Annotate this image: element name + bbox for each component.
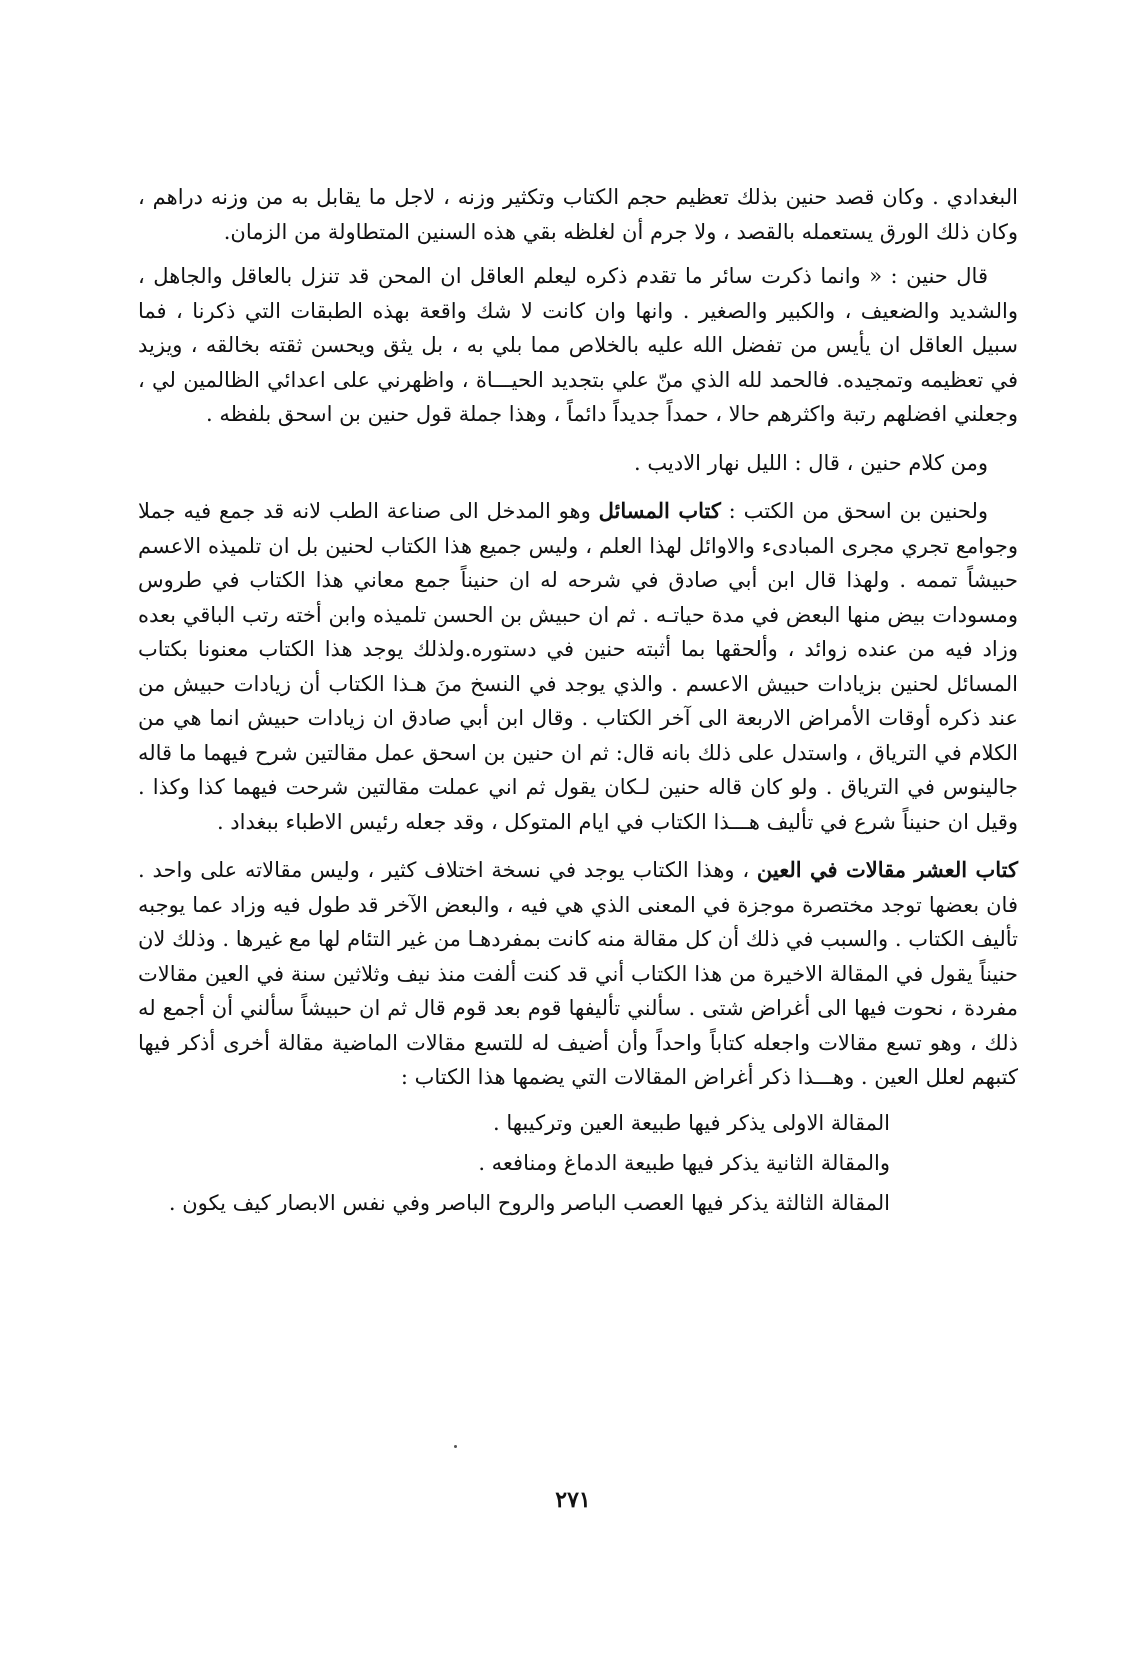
paragraph-3: ومن كلام حنين ، قال : الليل نهار الاديب . <box>634 450 988 475</box>
page-body <box>138 180 1018 1223</box>
list-item: المقالة الثالثة يذكر فيها العصب الباصر والروح الباصر وفي نفس الابصار كيف يكون . <box>168 1190 890 1215</box>
paragraph-5-text: ، وهذا الكتاب يوجد في نسخة اختلاف كثير ، وليس مقالاته على واحد . فان بعضها توجد مختصرة موجزة في المعنى الذي هي فيه ، والبعض الآخر قد طول فيه وزاد عما يوجبه تأليف الكتاب . والسبب في ذلك أن كل مقالة منه كانت بمفردهـا من غير التئام لها مع غيرها . وذلك لان حنيناً يقول في المقالة الاخيرة من هذا الكتاب أني قد كنت ألفت منذ نيف وثلاثين سنة في العين مقالات مفردة ، نحوت فيها الى أغراض شتى . سألني تأليفها قوم بعد قوم قال ثم ان حبيشاً سألني أن أجمع له ذلك ، وهو تسع مقالات واجعله كتاباً واحداً وأن أضيف له للتسع مقالات الماضية مقالة أخرى أذكر فيها كتبهم لعلل العين . وهـــذا ذكر أغراض المقالات التي يضمها هذا الكتاب : <box>138 858 1018 1089</box>
paragraph-2: قال حنين : « وانما ذكرت سائر ما تقدم ذكره ليعلم العاقل ان المحن قد تنزل بالعاقل والجاهل ، والشديد والضعيف ، والكبير والصغير . وانها وان كانت لا شك واقعة بهذه الطبقات التي ذكرنا ، فما سبيل العاقل ان يأيس من تفضل الله عليه بالخلاص مما بلي به ، بل يثق ويحسن ثقته بخالقه ، ويزيد في تعظيمه وتمجيده. فالحمد لله الذي منّ علي بتجديد الحيـــاة ، واظهرني على اعدائي الظالمين لي ، وجعلني افضلهم رتبة واكثرهم حالا ، حمداً جديداً دائماً ، وهذا جملة قول حنين بن اسحق بلفظه . <box>138 264 1018 426</box>
page-number: ٢٧١ <box>555 1487 591 1513</box>
paragraph-4-text: وهو المدخل الى صناعة الطب لانه قد جمع فيه جملا وجوامع تجري مجرى المبادىء والاوائل لهذا العلم ، وليس جميع هذا الكتاب لحنين بل ان تلميذه الاعسم حبيشاً تممه . ولهذا قال ابن أبي صادق في شرحه له ان حنيناً جمع معاني هذا الكتاب في طروس ومسودات بيض منها البعض في مدة حياتـه . ثم ان حبيش بن الحسن تلميذه وابن أخته رتب الباقي بعده وزاد فيه من عنده زوائد ، وألحقها بما أثبته حنين في دستوره.ولذلك يوجد هذا الكتاب معنونا بكتاب المسائل لحنين بزيادات حبيش الاعسم . والذي يوجد في النسخ منَ هـذا الكتاب أن زيادات حبيش من عند ذكره أوقات الأمراض الاربعة الى آخر الكتاب . وقال ابن أبي صادق ان زيادات حبيش انما هي من الكلام في الترياق ، واستدل على ذلك بانه قال: ثم ان حنين بن اسحق عمل مقالتين شرح فيهما ما قاله جالينوس في الترياق . ولو كان قاله حنين لـكان يقول ثم اني عملت مقالتين شرحت فيهما كذا وكذا . وقيل ان حنيناً شرع في تأليف هـــذا الكتاب في ايام المتوكل ، وقد جعله رئيس الاطباء ببغداد . <box>138 499 1018 834</box>
list-item: والمقالة الثانية يذكر فيها طبيعة الدماغ ومنافعه . <box>478 1150 890 1175</box>
treatise-list <box>138 1103 1018 1223</box>
book-title-masail: كتاب المسائل <box>598 498 721 523</box>
paragraph-4 <box>138 494 1018 839</box>
paragraph-4-lead: ولحنين بن اسحق من الكتب : <box>720 499 989 523</box>
scan-speck <box>454 1445 457 1448</box>
paragraph-1: البغدادي . وكان قصد حنين بذلك تعظيم حجم الكتاب وتكثير وزنه ، لاجل ما يقابل به من وزنه دراهم ، وكان ذلك الورق يستعمله بالقصد ، ولا جرم أن لغلظه بقي هذه السنين المتطاولة من الزمان. <box>138 185 1018 244</box>
paragraph-5 <box>138 853 1018 1095</box>
list-item: المقالة الاولى يذكر فيها طبيعة العين وتركيبها . <box>492 1110 890 1135</box>
book-title-ten-treatises: كتاب العشر مقالات في العين <box>756 857 1018 882</box>
